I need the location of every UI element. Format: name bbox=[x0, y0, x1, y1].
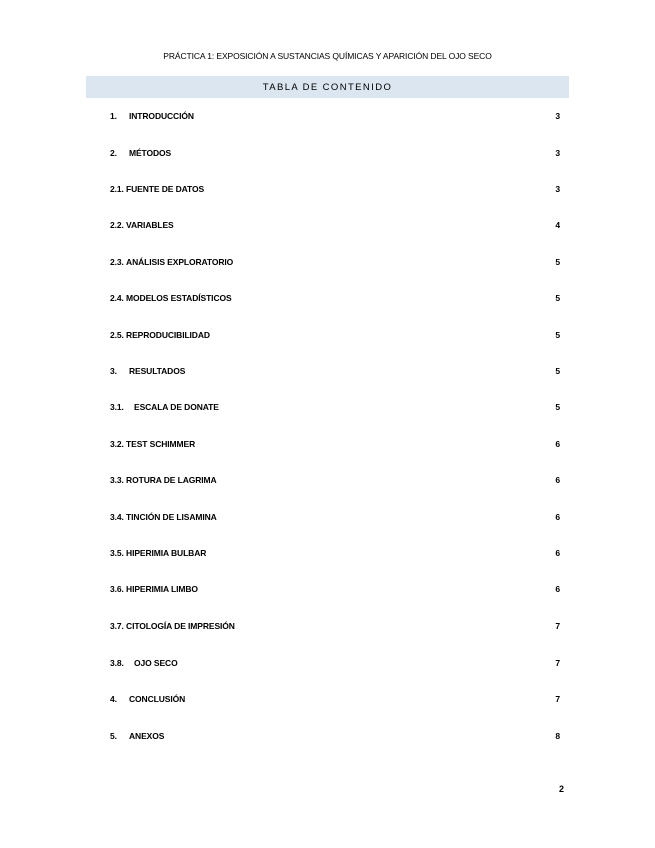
toc-entry-number: 2.2. bbox=[110, 220, 124, 230]
document-title: PRÁCTICA 1: EXPOSICIÓN A SUSTANCIAS QUÍMICAS Y APARICIÓN DEL OJO SECO bbox=[163, 51, 492, 61]
toc-entry-page: 5 bbox=[555, 330, 560, 340]
toc-entry-page: 3 bbox=[555, 148, 560, 158]
toc-entry-number: 2.3. bbox=[110, 257, 124, 267]
toc-entry-label: CITOLOGÍA DE IMPRESIÓN bbox=[126, 621, 235, 631]
toc-entry-number: 3.6. bbox=[110, 584, 124, 594]
toc-entry-page: 5 bbox=[555, 257, 560, 267]
toc-entry-label: ESCALA DE DONATE bbox=[134, 402, 219, 412]
toc-entry-tincion-de-lisamina[interactable] bbox=[110, 510, 560, 524]
toc-entry-label: HIPERIMIA LIMBO bbox=[126, 584, 198, 594]
toc-entry-label: HIPERIMIA BULBAR bbox=[126, 548, 207, 558]
toc-entry-number: 2. bbox=[110, 148, 117, 158]
toc-entry-page: 7 bbox=[555, 694, 560, 704]
toc-entry-label: ROTURA DE LAGRIMA bbox=[126, 475, 217, 485]
toc-entry-citologia-de-impresion[interactable] bbox=[110, 619, 560, 633]
toc-entry-number: 3.4. bbox=[110, 512, 124, 522]
page-number: 2 bbox=[558, 784, 564, 794]
toc-entry-label: REPRODUCIBILIDAD bbox=[126, 330, 210, 340]
toc-entry-introduccion[interactable] bbox=[110, 109, 560, 123]
toc-entry-ojo-seco[interactable] bbox=[110, 656, 560, 670]
toc-entry-label: RESULTADOS bbox=[129, 366, 186, 376]
toc-entry-page: 6 bbox=[555, 512, 560, 522]
toc-entry-page: 5 bbox=[555, 402, 560, 412]
toc-entry-number: 4. bbox=[110, 694, 117, 704]
toc-entry-number: 3.8. bbox=[110, 658, 124, 668]
toc-entry-number: 3.3. bbox=[110, 475, 124, 485]
toc-entry-variables[interactable] bbox=[110, 218, 560, 232]
toc-entry-page: 3 bbox=[555, 184, 560, 194]
toc-entry-number: 2.4. bbox=[110, 293, 124, 303]
toc-entry-page: 6 bbox=[555, 475, 560, 485]
toc-entry-conclusion[interactable] bbox=[110, 692, 560, 706]
toc-entry-page: 5 bbox=[555, 366, 560, 376]
toc-entry-number: 3.7. bbox=[110, 621, 124, 631]
toc-entry-page: 8 bbox=[555, 731, 560, 741]
toc-entry-number: 3.2. bbox=[110, 439, 124, 449]
toc-header bbox=[86, 76, 569, 98]
toc-entry-metodos[interactable] bbox=[110, 146, 560, 160]
toc-entry-page: 6 bbox=[555, 584, 560, 594]
toc-entry-label: VARIABLES bbox=[126, 220, 174, 230]
toc-entry-test-schimmer[interactable] bbox=[110, 437, 560, 451]
toc-entry-number: 5. bbox=[110, 731, 117, 741]
toc-entry-modelos-estadisticos[interactable] bbox=[110, 291, 560, 305]
toc-entry-label: OJO SECO bbox=[134, 658, 178, 668]
toc-entry-label: MODELOS ESTADÍSTICOS bbox=[126, 293, 232, 303]
toc-entry-page: 4 bbox=[555, 220, 560, 230]
toc-entry-page: 6 bbox=[555, 439, 560, 449]
toc-entry-hiperimia-limbo[interactable] bbox=[110, 582, 560, 596]
toc-entry-page: 7 bbox=[555, 658, 560, 668]
toc-entry-number: 3.1. bbox=[110, 402, 124, 412]
toc-entry-page: 7 bbox=[555, 621, 560, 631]
toc-entry-label: FUENTE DE DATOS bbox=[126, 184, 205, 194]
toc-entry-number: 2.1. bbox=[110, 184, 124, 194]
toc-entry-label: TEST SCHIMMER bbox=[126, 439, 196, 449]
toc-entry-label: CONCLUSIÓN bbox=[129, 694, 186, 704]
toc-entry-number: 3.5. bbox=[110, 548, 124, 558]
toc-entry-label: ANEXOS bbox=[129, 731, 165, 741]
toc-entry-label: MÉTODOS bbox=[129, 148, 172, 158]
toc-entry-page: 5 bbox=[555, 293, 560, 303]
toc-entry-reproducibilidad[interactable] bbox=[110, 328, 560, 342]
toc-entry-page: 6 bbox=[555, 548, 560, 558]
toc-entry-page: 3 bbox=[555, 111, 560, 121]
toc-entry-analisis-exploratorio[interactable] bbox=[110, 255, 560, 269]
toc-entry-number: 1. bbox=[110, 111, 117, 121]
toc-entry-hiperimia-bulbar[interactable] bbox=[110, 546, 560, 560]
toc-entry-number: 3. bbox=[110, 366, 117, 376]
toc-entry-rotura-de-lagrima[interactable] bbox=[110, 473, 560, 487]
toc-entry-anexos[interactable] bbox=[110, 729, 560, 743]
toc-entry-escala-de-donate[interactable] bbox=[110, 400, 560, 414]
toc-entry-label: INTRODUCCIÓN bbox=[129, 111, 194, 121]
toc-entry-resultados[interactable] bbox=[110, 364, 560, 378]
toc-header-label: TABLA DE CONTENIDO bbox=[262, 81, 393, 93]
toc-entry-number: 2.5. bbox=[110, 330, 124, 340]
toc-entry-fuente-de-datos[interactable] bbox=[110, 182, 560, 196]
toc-entry-label: ANÁLISIS EXPLORATORIO bbox=[126, 257, 234, 267]
toc-entry-label: TINCIÓN DE LISAMINA bbox=[126, 512, 217, 522]
